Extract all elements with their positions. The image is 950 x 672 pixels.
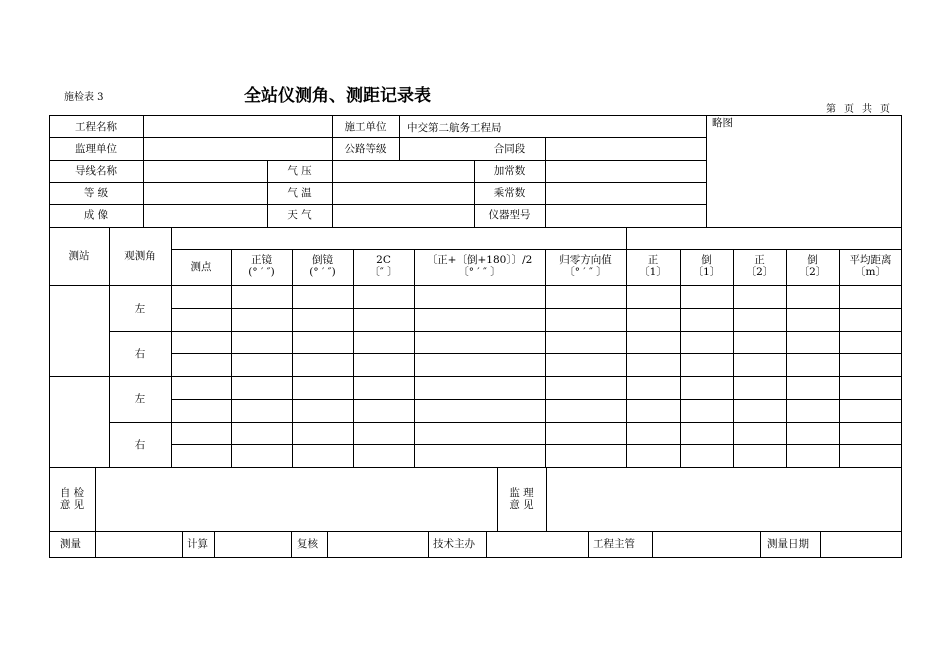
mean-header xyxy=(414,254,545,278)
label-line: 意 见 xyxy=(59,499,85,511)
imaging-label: 成 像 xyxy=(83,209,109,221)
form-title: 全站仪测角、测距记录表 xyxy=(244,86,431,106)
distance-face-right-1-header xyxy=(680,254,733,278)
page-info-word: 共 xyxy=(862,104,872,115)
angle-label-left: 左 xyxy=(134,303,146,315)
label-line: 监 理 xyxy=(509,487,534,499)
traverse-name-label: 导线名称 xyxy=(75,165,117,177)
weather-label: 天 气 xyxy=(287,209,312,221)
header-line: 正 xyxy=(647,254,659,266)
page-info-word: 页 xyxy=(844,104,854,115)
instrument-model-label: 仪器型号 xyxy=(488,209,531,221)
checker-label: 复核 xyxy=(297,538,318,550)
distance-face-left-1-header xyxy=(626,254,680,278)
multiplication-constant-label: 乘常数 xyxy=(493,187,526,199)
header-line: 倒 xyxy=(701,254,712,266)
face-left-header xyxy=(231,254,292,278)
addition-constant-label: 加常数 xyxy=(493,165,526,177)
face-right-header xyxy=(292,254,353,278)
label-line: 自 检 xyxy=(59,487,85,499)
angle-label-right: 右 xyxy=(134,439,146,451)
header-unit: (° ′ ″) xyxy=(309,266,336,278)
angle-label-right: 右 xyxy=(134,348,146,360)
twoc-header xyxy=(353,254,414,278)
header-unit: (° ′ ″) xyxy=(248,266,275,278)
supervision-opinion-label xyxy=(497,487,546,511)
page-info-word: 页 xyxy=(880,104,890,115)
pressure-label: 气 压 xyxy=(287,165,312,177)
header-line: 倒 xyxy=(807,254,818,266)
header-line: 2C xyxy=(376,254,391,266)
supervision-unit-label: 监理单位 xyxy=(75,143,117,155)
header-unit: 〔1〕 xyxy=(692,266,721,278)
grade-label: 等 级 xyxy=(83,187,109,199)
reduced-direction-header xyxy=(545,254,626,278)
header-unit: 〔2〕 xyxy=(798,266,827,278)
highway-grade-label: 公路等级 xyxy=(344,143,387,155)
angle-label-left: 左 xyxy=(134,393,146,405)
distance-face-right-2-header xyxy=(786,254,839,278)
construction-unit-label: 施工单位 xyxy=(344,121,387,133)
header-line: 正 xyxy=(754,254,765,266)
technical-lead-label: 技术主办 xyxy=(433,538,475,550)
construction-unit-value: 中交第二航务工程局 xyxy=(407,122,502,134)
header-unit: 〔″ 〕 xyxy=(369,266,398,278)
header-unit: 〔m〕 xyxy=(855,266,886,278)
project-name-label: 工程名称 xyxy=(75,121,117,133)
header-line: 〔正+〔倒+180〕〕/2 xyxy=(426,254,533,266)
temperature-label: 气 温 xyxy=(287,187,312,199)
label-line: 意 见 xyxy=(509,499,534,511)
form-code: 施检表 3 xyxy=(64,92,104,103)
distance-face-left-2-header xyxy=(733,254,786,278)
sketch-label: 略图 xyxy=(712,117,733,129)
header-line: 倒镜 xyxy=(312,254,333,266)
header-unit: 〔2〕 xyxy=(745,266,774,278)
header-line: 正镜 xyxy=(251,254,272,266)
observed-angle-header: 观测角 xyxy=(124,250,156,262)
survey-date-label: 测量日期 xyxy=(767,538,809,550)
average-distance-header xyxy=(839,254,902,278)
header-line: 归零方向值 xyxy=(559,254,612,266)
surveyor-label: 测量 xyxy=(60,538,81,550)
station-header: 测站 xyxy=(68,250,90,262)
header-line: 平均距离 xyxy=(849,254,892,266)
page-info-word: 第 xyxy=(826,104,836,115)
point-header: 测点 xyxy=(190,261,212,273)
header-unit: 〔° ′ ″ 〕 xyxy=(458,266,501,278)
header-unit: 〔° ′ ″ 〕 xyxy=(564,266,607,278)
self-check-label xyxy=(49,487,95,511)
header-unit: 〔1〕 xyxy=(639,266,667,278)
chief-engineer-label: 工程主管 xyxy=(593,538,635,550)
contract-section-label: 合同段 xyxy=(493,143,526,155)
calculator-label: 计算 xyxy=(187,538,208,550)
